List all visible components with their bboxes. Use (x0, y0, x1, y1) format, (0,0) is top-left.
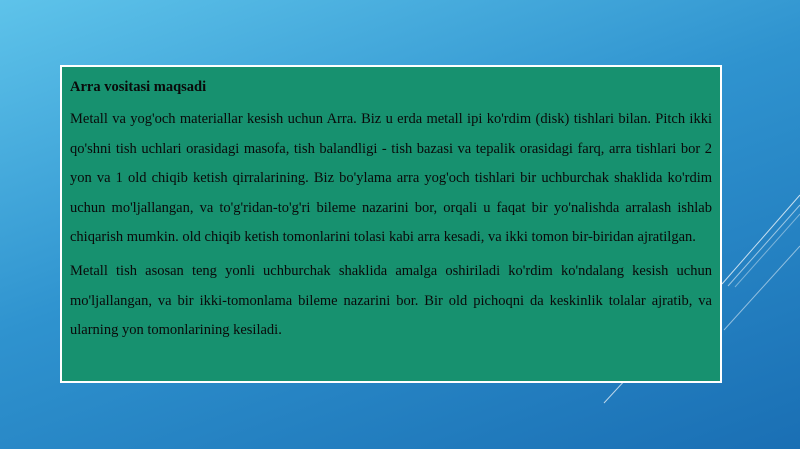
deco-line-3 (735, 214, 800, 287)
deco-line-2 (728, 205, 800, 286)
paragraph-2: Metall tish asosan teng yonli uchburchak shaklida amalga oshiriladi ko'rdim ko'ndalang kesish uchun mo'ljallangan, va bir ikki-tomonlama bileme nazarini bor. Bir old pichoqni da keskinlik tolalar ajratib, va ularning yon tomonlarining kesiladi. (70, 262, 712, 339)
slide-title: Arra vositasi maqsadi (70, 79, 207, 95)
deco-line-1 (722, 195, 800, 284)
content-box (60, 65, 722, 383)
deco-line-4 (724, 246, 800, 330)
paragraph-1: Metall va yog'och materiallar kesish uchun Arra. Biz u erda metall ipi ko'rdim (disk) tishlari bilan. Pitch ikki qo'shni tish uchlari orasidagi masofa, tish balandligi - tish bazasi va tepalik orasidagi farq, arra tishlari bor 2 yon va 1 old chiqib ketish qirralarining. Biz bo'ylama arra yog'och tishlari bir uchburchak shaklida ko'rdim uchun mo'ljallangan, va to'g'ridan-to'g'ri bileme nazarini bor, orqali u faqat bir yo'nalishda arralash ishlab chiqarish mumkin. old chiqib ketish tomonlarini tolasi kabi arra kesadi, va ikki tomon bir-biridan ajratilgan. (70, 111, 712, 246)
